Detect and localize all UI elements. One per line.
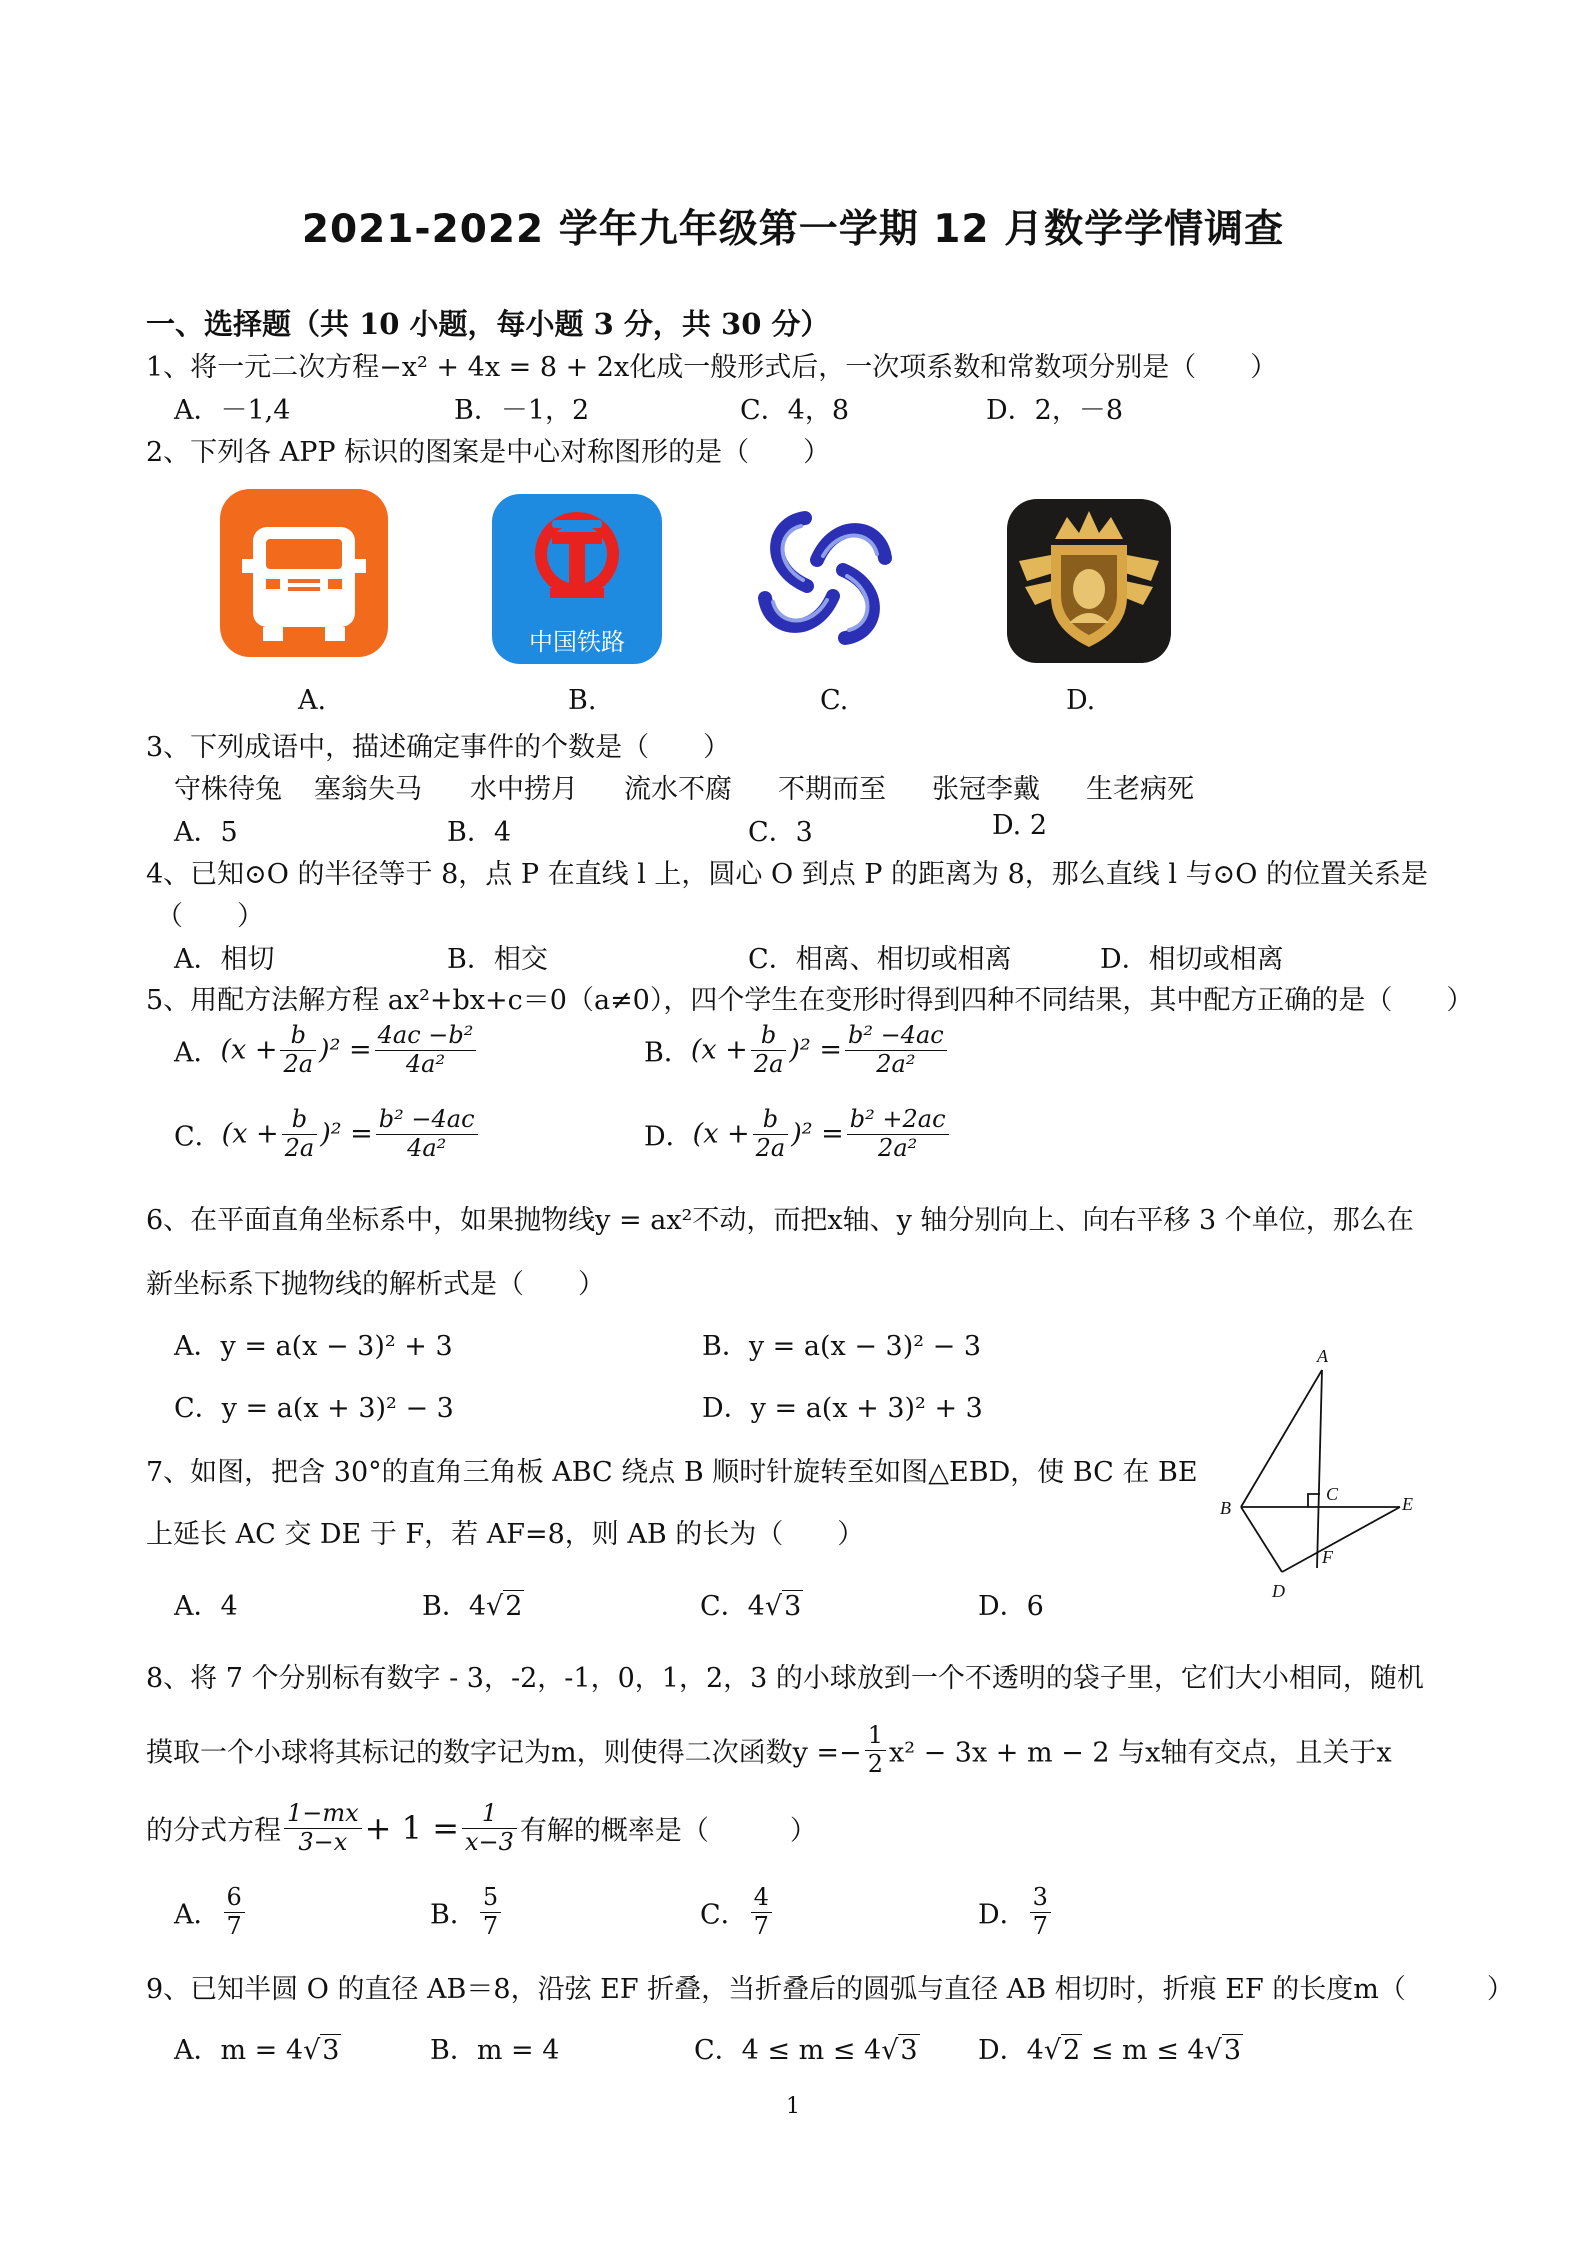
fraction-numerator: 6	[224, 1884, 245, 1913]
q4-option-a: A．相切	[174, 944, 275, 975]
fraction-numerator: b² +2ac	[847, 1106, 949, 1135]
q3-option-a: A．5	[174, 817, 238, 848]
q5-option-b: B．(x + $\frac{b}{2a}$ )² = $\frac{\text{b² −4ac}}{\text{2a²}}$	[644, 1022, 950, 1078]
q9-option-d-prefix: D．4	[978, 2035, 1044, 2066]
q4-option-b: B．相交	[447, 944, 548, 975]
q8-stem-line3	[146, 1800, 817, 1856]
radicand: 3	[784, 1591, 802, 1622]
fraction-denominator: 2	[867, 1749, 883, 1778]
q1-option-d: D．2，－8	[986, 395, 1124, 426]
q3-idiom: 水中捞月	[470, 774, 578, 805]
q8-option-b-label: B．	[430, 1899, 477, 1931]
q7-option-d: D．6	[978, 1591, 1044, 1622]
q9-option-c-prefix: C．4 ≤ m ≤ 4	[694, 2035, 882, 2066]
q5-option-c-label: C．	[174, 1121, 222, 1153]
q3-idiom: 守株待兔	[174, 774, 282, 805]
fraction	[751, 1022, 787, 1078]
q8-option-a-label: A．	[174, 1899, 221, 1931]
fraction-denominator: 7	[226, 1911, 242, 1940]
q1-option-a: A．－1,4	[174, 395, 291, 426]
vertex-label-f: F	[1322, 1547, 1333, 1567]
page-title: 2021-2022 学年九年级第一学期 12 月数学学情调查	[301, 207, 1285, 252]
fraction	[462, 1800, 517, 1856]
truck-app-icon	[218, 487, 390, 659]
blue-swirl-icon	[745, 498, 905, 658]
fraction-numerator: 1−mx	[284, 1800, 362, 1829]
q3-option-b: B．4	[447, 817, 512, 848]
fraction-denominator: 7	[1032, 1911, 1048, 1940]
fraction-denominator: x−3	[465, 1827, 514, 1856]
q8-stem-line1: 8、将 7 个分别标有数字 - 3，-2，-1，0，1，2，3 的小球放到一个不透明的袋子里，它们大小相同，随机	[146, 1663, 1424, 1694]
vertex-label-b: B	[1220, 1498, 1231, 1518]
q8-stem-line3-b: + 1 =	[364, 1809, 459, 1848]
q9-option-c: C．4 ≤ m ≤ 4√3	[694, 2035, 918, 2066]
radicand: 3	[900, 2035, 918, 2066]
fraction-numerator: b² −4ac	[376, 1106, 478, 1135]
fraction-numerator: 1	[462, 1800, 517, 1829]
fraction-numerator: 4ac −b²	[375, 1022, 477, 1051]
triangle-figure	[1210, 1340, 1430, 1610]
fraction-denominator: 2a	[283, 1049, 314, 1078]
q7-stem-line1: 7、如图，把含 30°的直角三角板 ABC 绕点 B 顺时针旋转至如图△EBD，使 BC 在 BE	[146, 1457, 1198, 1488]
fraction	[284, 1800, 362, 1856]
fraction-numerator: 4	[751, 1884, 772, 1913]
q7-option-b-prefix: B．4	[422, 1591, 487, 1622]
q8-option-d	[978, 1884, 1054, 1940]
vertex-label-e: E	[1402, 1494, 1413, 1514]
fraction	[753, 1106, 789, 1162]
q2-option-c: C.	[820, 685, 849, 716]
q2-option-b: B.	[568, 685, 597, 716]
q5-option-b-label: B．	[644, 1037, 691, 1069]
q6-stem-line2: 新坐标系下抛物线的解析式是（ ）	[146, 1269, 605, 1300]
fraction-denominator: 2a	[753, 1049, 784, 1078]
q6-stem-line1: 6、在平面直角坐标系中，如果抛物线y = ax²不动，而把x轴、y 轴分别向上、向右平移 3 个单位，那么在	[146, 1205, 1414, 1236]
q3-option-c: C．3	[748, 817, 813, 848]
vertex-label-c: C	[1326, 1484, 1339, 1504]
q4-stem: 4、已知⊙O 的半径等于 8，点 P 在直线 l 上，圆心 O 到点 P 的距离为 8，那么直线 l 与⊙O 的位置关系是	[146, 859, 1428, 890]
radicand: 2	[1063, 2035, 1081, 2066]
fraction-denominator: 4a²	[407, 1133, 447, 1162]
fraction-numerator: b	[282, 1106, 318, 1135]
q5-option-a: A．(x + $\frac{b}{2a}$ )² = $\frac{\text{4ac −b²}}{\text{4a²}}$	[174, 1022, 479, 1078]
fraction	[865, 1722, 886, 1778]
q3-idiom: 生老病死	[1086, 774, 1194, 805]
q4-answer-paren: （ ）	[156, 901, 264, 932]
q9-option-a-prefix: A．m = 4	[174, 2035, 304, 2066]
q8-stem-line2-b: x² − 3x + m − 2 与x轴有交点，且关于x	[888, 1737, 1392, 1769]
fraction-denominator: 2a²	[876, 1049, 916, 1078]
fraction-denominator: 2a	[755, 1133, 786, 1162]
q8-option-a	[174, 1884, 248, 1940]
fraction-numerator: 3	[1030, 1884, 1051, 1913]
fraction-numerator: 1	[865, 1722, 886, 1751]
q2-option-d: D.	[1066, 685, 1096, 716]
q6-option-a: A．y = a(x − 3)² + 3	[174, 1331, 453, 1362]
q7-stem-line2: 上延长 AC 交 DE 于 F，若 AF=8，则 AB 的长为（ ）	[146, 1519, 865, 1550]
fraction	[224, 1884, 245, 1940]
fraction-numerator: b	[753, 1106, 789, 1135]
fraction-numerator: b	[751, 1022, 787, 1051]
q8-stem-line3-a: 的分式方程	[146, 1815, 281, 1847]
q5-option-c: C．(x + $\frac{b}{2a}$ )² = $\frac{\text{b² −4ac}}{\text{4a²}}$	[174, 1106, 481, 1162]
fraction-denominator: 2a	[284, 1133, 315, 1162]
fraction	[376, 1106, 478, 1162]
q8-option-c	[700, 1884, 775, 1940]
q8-option-d-label: D．	[978, 1899, 1027, 1931]
q1-option-b: B．－1，2	[454, 395, 590, 426]
fraction-denominator: 4a²	[405, 1049, 446, 1078]
page-number: 1	[786, 2094, 800, 2119]
fraction	[280, 1022, 316, 1078]
q4-option-d: D．相切或相离	[1100, 944, 1284, 975]
q8-option-c-label: C．	[700, 1899, 748, 1931]
crown-shield-app-icon	[1005, 497, 1173, 665]
q3-idiom: 张冠李戴	[932, 774, 1040, 805]
fraction	[847, 1106, 949, 1162]
q5-option-d: D．(x + $\frac{b}{2a}$ )² = $\frac{\text{b² +2ac}}{\text{2a²}}$	[644, 1106, 952, 1162]
q3-idiom: 塞翁失马	[314, 774, 422, 805]
q8-option-b	[430, 1884, 504, 1940]
radicand: 3	[322, 2035, 340, 2066]
q6-option-c: C．y = a(x + 3)² − 3	[174, 1393, 454, 1424]
q9-option-d: D．4√2 ≤ m ≤ 4√3	[978, 2035, 1241, 2066]
fraction	[751, 1884, 772, 1940]
q9-stem: 9、已知半圆 O 的直径 AB＝8，沿弦 EF 折叠，当折叠后的圆弧与直径 AB 相切时，折痕 EF 的长度m（ ）	[146, 1974, 1514, 2005]
q5-option-d-label: D．	[644, 1121, 693, 1153]
q2-stem: 2、下列各 APP 标识的图案是中心对称图形的是（ ）	[146, 437, 831, 468]
q8-stem-line2-a: 摸取一个小球将其标记的数字记为m，则使得二次函数y =−	[146, 1737, 862, 1769]
fraction-numerator: 5	[480, 1884, 501, 1913]
q1-stem: 1、将一元二次方程−x² + 4x = 8 + 2x化成一般形式后，一次项系数和常数项分别是（ ）	[146, 352, 1278, 383]
q9-option-d-middle: ≤ m ≤ 4	[1082, 2035, 1205, 2066]
china-railway-icon-label: 中国铁路	[529, 628, 625, 656]
fraction-denominator: 7	[753, 1911, 769, 1940]
q6-option-d: D．y = a(x + 3)² + 3	[702, 1393, 983, 1424]
q6-option-b: B．y = a(x − 3)² − 3	[702, 1331, 982, 1362]
vertex-label-d: D	[1272, 1581, 1285, 1601]
section-heading: 一、选择题（共 10 小题，每小题 3 分，共 30 分）	[146, 307, 830, 341]
fraction-denominator: 2a²	[878, 1133, 918, 1162]
q1-option-c: C．4，8	[740, 395, 850, 426]
q4-option-c: C．相离、相切或相离	[748, 944, 1012, 975]
fraction	[375, 1022, 477, 1078]
q9-option-b: B．m = 4	[430, 2035, 560, 2066]
vertex-label-a: A	[1317, 1346, 1328, 1366]
fraction	[282, 1106, 318, 1162]
radicand: 2	[505, 1591, 523, 1622]
q8-stem-line3-c: 有解的概率是（ ）	[519, 1815, 817, 1847]
fraction	[845, 1022, 947, 1078]
fraction	[1030, 1884, 1051, 1940]
q7-option-c-prefix: C．4	[700, 1591, 765, 1622]
q7-option-b: B．4√2	[422, 1591, 523, 1622]
q9-option-a: A．m = 4√3	[174, 2035, 340, 2066]
q3-option-d: D. 2	[992, 810, 1048, 841]
fraction-numerator: b	[280, 1022, 316, 1051]
q3-idiom: 流水不腐	[624, 774, 732, 805]
fraction	[480, 1884, 501, 1940]
q3-stem: 3、下列成语中，描述确定事件的个数是（ ）	[146, 732, 731, 763]
q7-option-a: A．4	[174, 1591, 238, 1622]
q5-stem: 5、用配方法解方程 ax²+bx+c＝0（a≠0），四个学生在变形时得到四种不同结果，其中配方正确的是（ ）	[146, 985, 1474, 1016]
fraction-numerator: b² −4ac	[845, 1022, 947, 1051]
fraction-denominator: 7	[482, 1911, 499, 1940]
q7-option-c: C．4√3	[700, 1591, 802, 1622]
fraction-denominator: 3−x	[298, 1827, 348, 1856]
radicand: 3	[1223, 2035, 1241, 2066]
q8-stem-line2	[146, 1722, 1392, 1778]
q5-option-a-label: A．	[174, 1037, 221, 1069]
q2-option-a: A.	[298, 685, 327, 716]
q3-idiom: 不期而至	[778, 774, 886, 805]
